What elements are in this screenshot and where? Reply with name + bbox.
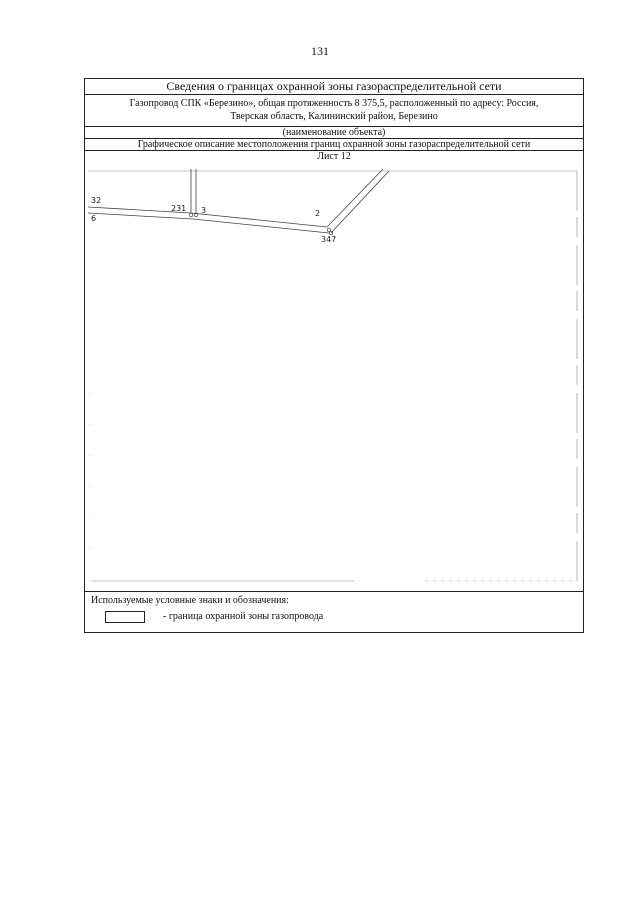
graphic-caption: Графическое описание местоположения границ охранной зоны газораспределительной сети bbox=[85, 139, 583, 151]
point-label-2: 2 bbox=[315, 209, 321, 218]
boundary-line-upper bbox=[88, 207, 327, 227]
sheet-title: Сведения о границах охранной зоны газораспределительной сети bbox=[85, 79, 583, 95]
object-description bbox=[85, 95, 583, 127]
zone-sheet bbox=[84, 78, 584, 633]
boundary-map-drawing bbox=[85, 163, 585, 593]
object-line-2: Тверская область, Калининский район, Березино bbox=[230, 111, 438, 122]
object-caption: (наименование объекта) bbox=[85, 127, 583, 139]
point-label-3: 3 bbox=[201, 206, 207, 215]
diagonal-line-upper bbox=[327, 169, 383, 227]
point-label-231: 231 bbox=[171, 204, 187, 213]
sheet-label: Лист 12 bbox=[317, 151, 351, 162]
point-label-32: 32 bbox=[91, 196, 102, 205]
vertex-231 bbox=[189, 213, 193, 217]
point-label-6: 6 bbox=[91, 214, 97, 223]
zone-boundary bbox=[88, 169, 389, 233]
boundary-line-lower bbox=[88, 213, 329, 233]
object-line-1: Газопровод СПК «Березино», общая протяженность 8 375,5, расположенный по адресу: Россия, bbox=[129, 98, 539, 109]
legend-title: Используемые условные знаки и обозначения: bbox=[91, 595, 289, 606]
zone-boundary-swatch bbox=[105, 611, 145, 623]
legend bbox=[85, 591, 583, 634]
legend-item-label: - граница охранной зоны газопровода bbox=[163, 611, 324, 622]
diagonal-line-lower bbox=[331, 171, 389, 233]
page-number: 131 bbox=[311, 44, 329, 58]
boundary-map bbox=[85, 163, 585, 593]
point-label-347: 347 bbox=[321, 235, 337, 244]
